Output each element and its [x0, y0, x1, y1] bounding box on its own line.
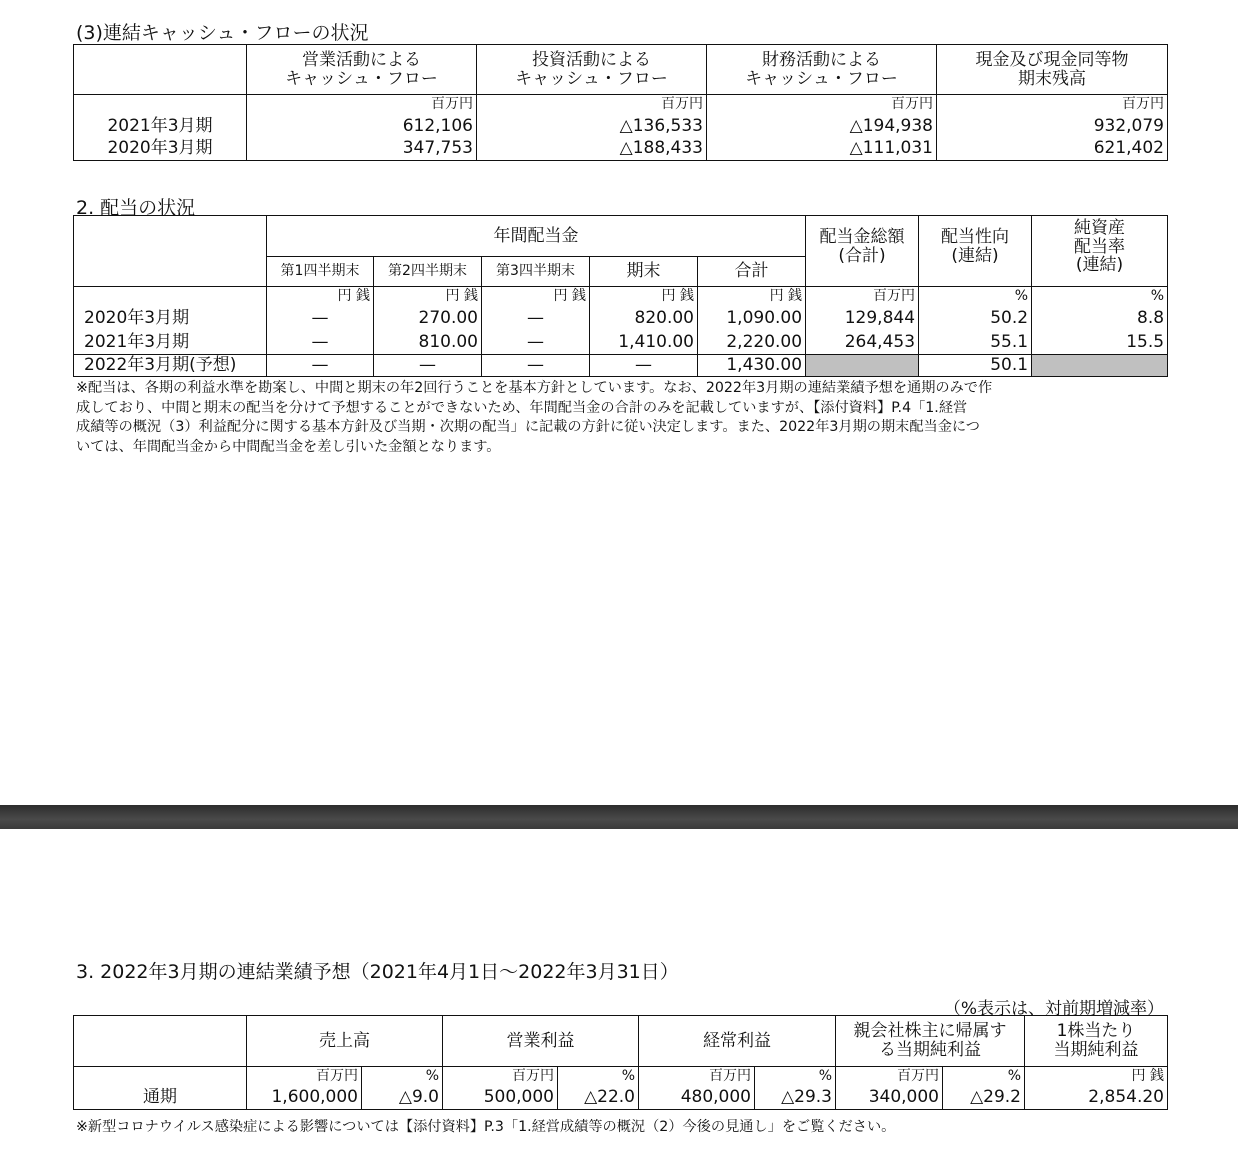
dividend-unit-label-cell	[74, 287, 267, 307]
dividend-corner-cell	[74, 216, 267, 287]
dividend-table	[73, 215, 1168, 377]
table-cell: 2,220.00	[698, 331, 806, 355]
table-cell: —	[482, 331, 590, 355]
cashflow-unit: 百万円	[937, 95, 1168, 115]
table-cell: 129,844	[806, 307, 919, 331]
row-label: 2020年3月期	[74, 307, 267, 331]
table-cell: —	[482, 307, 590, 331]
dividend-header-total: 合計	[698, 257, 806, 287]
dividend-payout-header: 配当性向 (連結)	[919, 216, 1032, 287]
row-label: 通期	[74, 1087, 247, 1110]
cashflow-unit: 百万円	[707, 95, 937, 115]
dividend-total-header: 配当金総額 (合計)	[806, 216, 919, 287]
table-row	[74, 115, 1168, 138]
row-label: 2020年3月期	[74, 138, 247, 161]
table-cell: 270.00	[374, 307, 482, 331]
cashflow-header-financing: 財務活動による キャッシュ・フロー	[707, 45, 937, 95]
forecast-unit: %	[943, 1067, 1025, 1087]
table-cell: △188,433	[477, 138, 707, 161]
cashflow-header-operating: 営業活動による キャッシュ・フロー	[247, 45, 477, 95]
table-cell: △9.0	[362, 1087, 443, 1110]
table-cell-shaded	[806, 355, 919, 377]
table-cell: 8.8	[1032, 307, 1168, 331]
dividend-note: ※配当は、各期の利益水準を勘案し、中間と期末の年2回行うことを基本方針としています。なお、2022年3月期の連結業績予想を通期のみで作 成しており、中間と期末の配当を分けて予想することができないため、年間配当金の合計のみを記載していますが、【添付資料】P.4「1.経営 成績等の概況（3）利益配分に関する基本方針及び当期・次期の配当」に記載の方針に従い決定します。また、2022年3月期の期末配当金につ いては、年間配当金から中間配当金を差し引いた金額となります。	[76, 380, 993, 455]
dividend-unit: 円 銭	[590, 287, 698, 307]
forecast-header-sales: 売上高	[247, 1016, 443, 1067]
table-cell: 1,430.00	[698, 355, 806, 377]
cashflow-unit: 百万円	[477, 95, 707, 115]
table-cell: —	[590, 355, 698, 377]
cashflow-unit: 百万円	[247, 95, 477, 115]
cashflow-table	[73, 44, 1168, 161]
row-label: 2021年3月期	[74, 331, 267, 355]
table-cell: 1,090.00	[698, 307, 806, 331]
forecast-pct-note: （%表示は、対前期増減率）	[943, 999, 1164, 1019]
table-cell: —	[482, 355, 590, 377]
table-cell: —	[267, 307, 374, 331]
dividend-annual-header: 年間配当金	[267, 216, 806, 257]
cashflow-title: (3)連結キャッシュ・フローの状況	[76, 22, 369, 44]
page-separator	[0, 805, 1238, 829]
table-cell: 50.2	[919, 307, 1032, 331]
forecast-title: 3. 2022年3月期の連結業績予想（2021年4月1日～2022年3月31日）	[76, 961, 679, 983]
table-cell: —	[267, 331, 374, 355]
dividend-unit: %	[919, 287, 1032, 307]
table-cell: 1,600,000	[247, 1087, 362, 1110]
table-cell: 612,106	[247, 115, 477, 138]
forecast-header-net: 親会社株主に帰属す る当期純利益	[836, 1016, 1025, 1067]
forecast-unit: 百万円	[836, 1067, 943, 1087]
forecast-unit: 百万円	[443, 1067, 558, 1087]
table-cell: 932,079	[937, 115, 1168, 138]
forecast-corner-cell	[74, 1016, 247, 1067]
cashflow-header-cash: 現金及び現金同等物 期末残高	[937, 45, 1168, 95]
dividend-unit: 百万円	[806, 287, 919, 307]
cashflow-corner-cell	[74, 45, 247, 95]
forecast-unit: %	[362, 1067, 443, 1087]
table-cell: 347,753	[247, 138, 477, 161]
table-row	[74, 307, 1168, 331]
forecast-unit: 百万円	[639, 1067, 755, 1087]
cashflow-unit-label-cell	[74, 95, 247, 115]
cashflow-header-investing: 投資活動による キャッシュ・フロー	[477, 45, 707, 95]
table-cell: 820.00	[590, 307, 698, 331]
table-cell: △111,031	[707, 138, 937, 161]
table-cell: —	[374, 355, 482, 377]
table-cell-shaded	[1032, 355, 1168, 377]
forecast-unit: %	[755, 1067, 836, 1087]
table-cell: 2,854.20	[1025, 1087, 1168, 1110]
table-cell: △194,938	[707, 115, 937, 138]
forecast-header-operating: 営業利益	[443, 1016, 639, 1067]
table-cell: 500,000	[443, 1087, 558, 1110]
forecast-unit-label-cell	[74, 1067, 247, 1087]
dividend-header-q2: 第2四半期末	[374, 257, 482, 287]
dividend-unit: 円 銭	[698, 287, 806, 307]
dividend-header-yearend: 期末	[590, 257, 698, 287]
table-cell: 15.5	[1032, 331, 1168, 355]
table-cell: 264,453	[806, 331, 919, 355]
table-cell: 480,000	[639, 1087, 755, 1110]
forecast-header-ordinary: 経常利益	[639, 1016, 836, 1067]
table-cell: 1,410.00	[590, 331, 698, 355]
table-cell: —	[267, 355, 374, 377]
forecast-header-eps: 1株当たり 当期純利益	[1025, 1016, 1168, 1067]
table-cell: 810.00	[374, 331, 482, 355]
table-cell: △22.0	[558, 1087, 639, 1110]
row-label: 2022年3月期(予想)	[74, 355, 267, 377]
table-cell: △29.3	[755, 1087, 836, 1110]
table-cell: △136,533	[477, 115, 707, 138]
forecast-unit: 百万円	[247, 1067, 362, 1087]
dividend-unit: %	[1032, 287, 1168, 307]
table-row	[74, 1087, 1168, 1110]
table-cell: 340,000	[836, 1087, 943, 1110]
dividend-unit: 円 銭	[267, 287, 374, 307]
forecast-table	[73, 1015, 1168, 1110]
table-row	[74, 331, 1168, 355]
table-cell: 621,402	[937, 138, 1168, 161]
row-label: 2021年3月期	[74, 115, 247, 138]
table-row	[74, 138, 1168, 161]
forecast-unit: %	[558, 1067, 639, 1087]
forecast-note: ※新型コロナウイルス感染症による影響については【添付資料】P.3「1.経営成績等の概況（2）今後の見通し」をご覧ください。	[76, 1119, 896, 1135]
dividend-doe-header: 純資産 配当率 (連結)	[1032, 216, 1168, 287]
dividend-header-q3: 第3四半期末	[482, 257, 590, 287]
table-cell: △29.2	[943, 1087, 1025, 1110]
dividend-header-q1: 第1四半期末	[267, 257, 374, 287]
dividend-unit: 円 銭	[482, 287, 590, 307]
forecast-unit: 円 銭	[1025, 1067, 1168, 1087]
dividend-title: 2. 配当の状況	[76, 197, 196, 219]
dividend-unit: 円 銭	[374, 287, 482, 307]
table-row	[74, 355, 1168, 377]
table-cell: 55.1	[919, 331, 1032, 355]
table-cell: 50.1	[919, 355, 1032, 377]
